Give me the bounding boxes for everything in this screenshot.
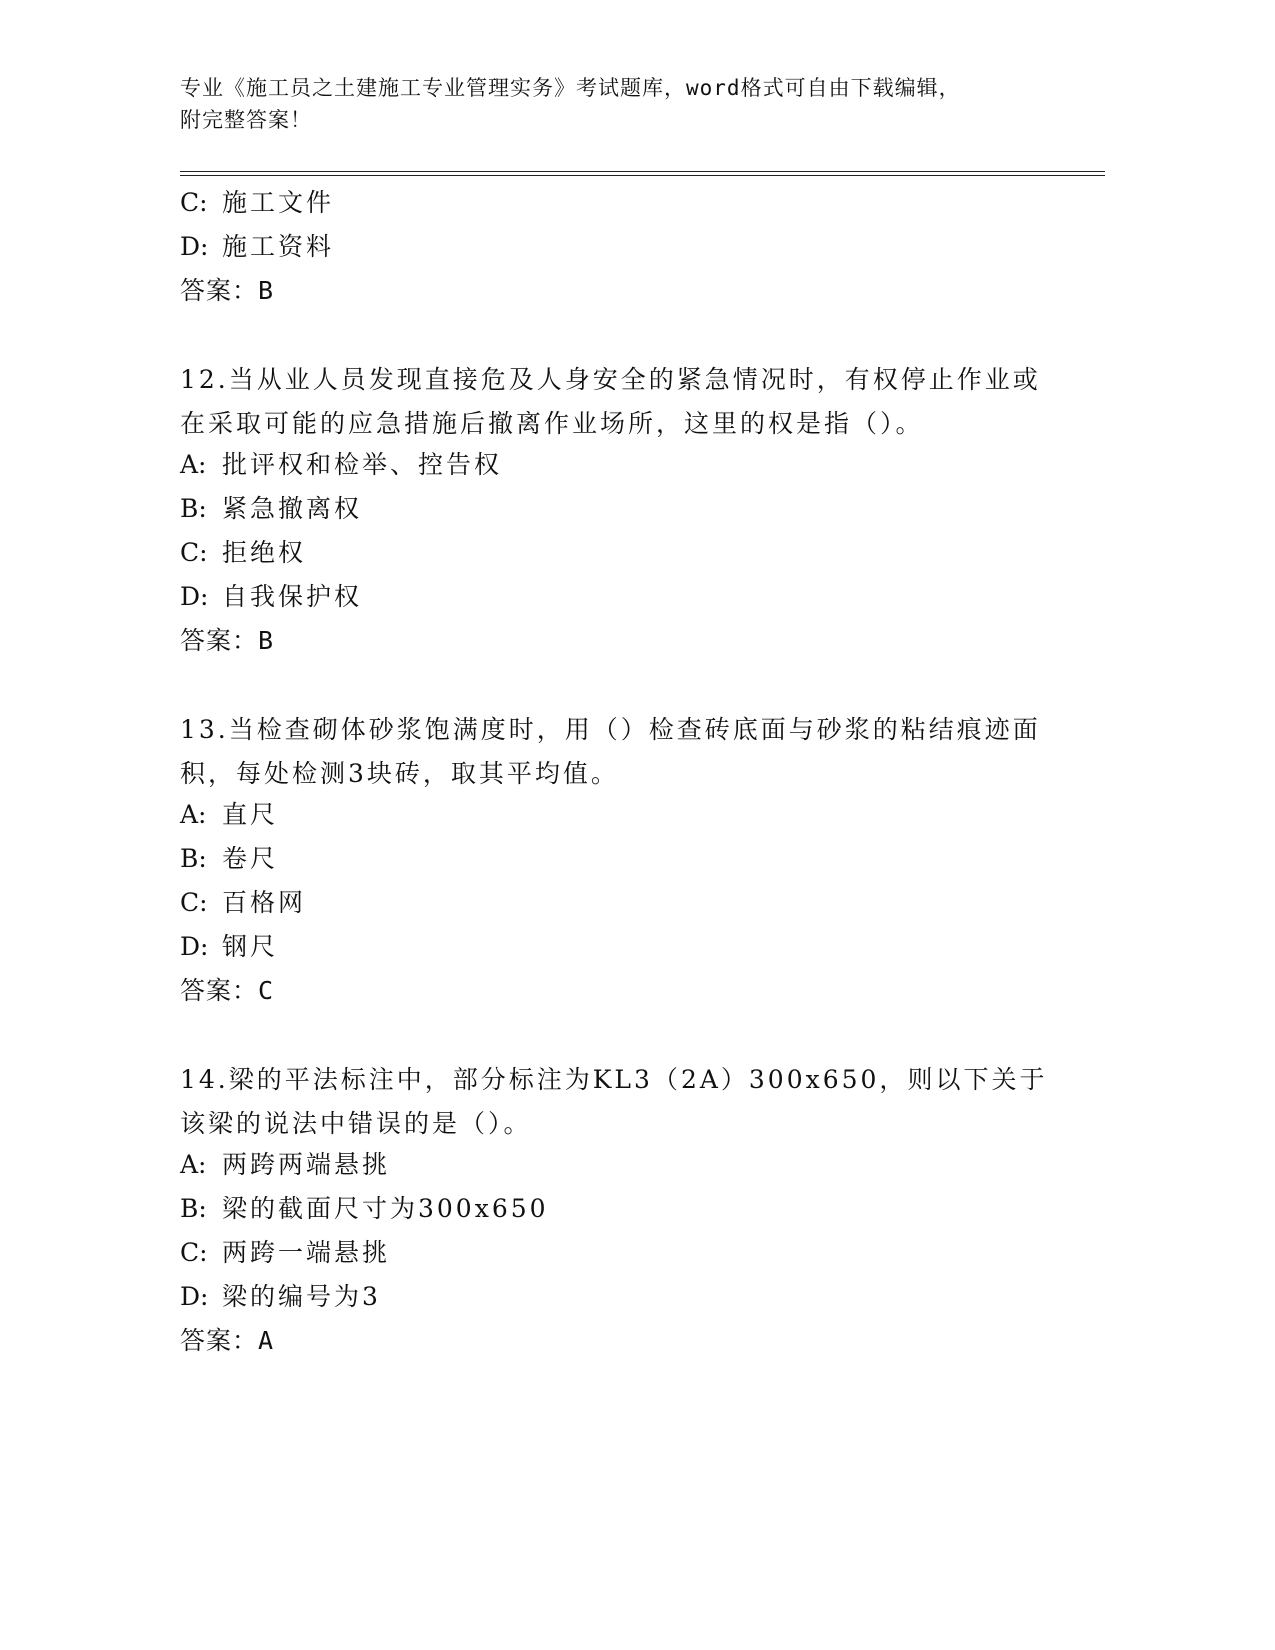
option-d (180, 928, 1060, 972)
option-text: 自我保护权 (222, 582, 363, 611)
document-header (180, 72, 1060, 136)
option-d (180, 1278, 1060, 1322)
question-text: 14.梁的平法标注中，部分标注为KL3（2A）300x650，则以下关于该梁的说法中错误的是（）。 (180, 1065, 1048, 1138)
option-text: 施工文件 (222, 188, 335, 217)
answer-line: 答案：A (180, 1326, 275, 1355)
option-c (180, 184, 1060, 228)
question-14 (180, 1058, 1060, 1366)
header-divider-top (180, 171, 1105, 172)
option-text: 钢尺 (222, 932, 279, 961)
option-label: D: (180, 232, 209, 261)
option-c (180, 884, 1060, 928)
option-text: 紧急撤离权 (222, 494, 363, 523)
question-12 (180, 358, 1060, 666)
option-text: 施工资料 (222, 232, 335, 261)
question-text: 13.当检查砌体砂浆饱满度时，用（）检查砖底面与砂浆的粘结痕迹面积，每处检测3块砖，取其平均值。 (180, 715, 1041, 788)
option-a (180, 1146, 1060, 1190)
option-label: A: (180, 1150, 207, 1179)
option-label: D: (180, 582, 209, 611)
option-b (180, 1190, 1060, 1234)
option-label: B: (180, 494, 207, 523)
option-c (180, 1234, 1060, 1278)
option-label: C: (180, 1238, 208, 1267)
option-label: A: (180, 450, 207, 479)
answer-line: 答案：B (180, 626, 275, 655)
header-title-line-2: 附完整答案！ (180, 108, 312, 132)
option-label: D: (180, 932, 209, 961)
question-text: 12.当从业人员发现直接危及人身安全的紧急情况时，有权停止作业或在采取可能的应急措施后撤离作业场所，这里的权是指（）。 (180, 365, 1041, 438)
option-a (180, 446, 1060, 490)
option-d (180, 578, 1060, 622)
option-text: 直尺 (222, 800, 279, 829)
document-body (180, 184, 1060, 1366)
option-label: A: (180, 800, 207, 829)
option-a (180, 796, 1060, 840)
option-text: 梁的截面尺寸为300x650 (222, 1194, 549, 1223)
option-label: C: (180, 538, 208, 567)
option-text: 梁的编号为3 (222, 1282, 381, 1311)
option-label: C: (180, 888, 208, 917)
option-text: 卷尺 (222, 844, 279, 873)
option-label: D: (180, 1282, 209, 1311)
option-text: 两跨一端悬挑 (222, 1238, 391, 1267)
option-b (180, 840, 1060, 884)
option-c (180, 534, 1060, 578)
option-label: B: (180, 1194, 207, 1223)
answer-line: 答案：B (180, 276, 275, 305)
header-title-line-1: 专业《施工员之土建施工专业管理实务》考试题库，word格式可自由下载编辑， (180, 76, 961, 100)
partial-question (180, 184, 1060, 316)
option-text: 百格网 (222, 888, 307, 917)
option-label: B: (180, 844, 207, 873)
answer-line: 答案：C (180, 976, 275, 1005)
option-b (180, 490, 1060, 534)
question-13 (180, 708, 1060, 1016)
option-text: 两跨两端悬挑 (222, 1150, 391, 1179)
option-text: 批评权和检举、控告权 (222, 450, 503, 479)
option-d (180, 228, 1060, 272)
header-divider-bottom (180, 175, 1105, 176)
option-text: 拒绝权 (222, 538, 307, 567)
option-label: C: (180, 188, 208, 217)
